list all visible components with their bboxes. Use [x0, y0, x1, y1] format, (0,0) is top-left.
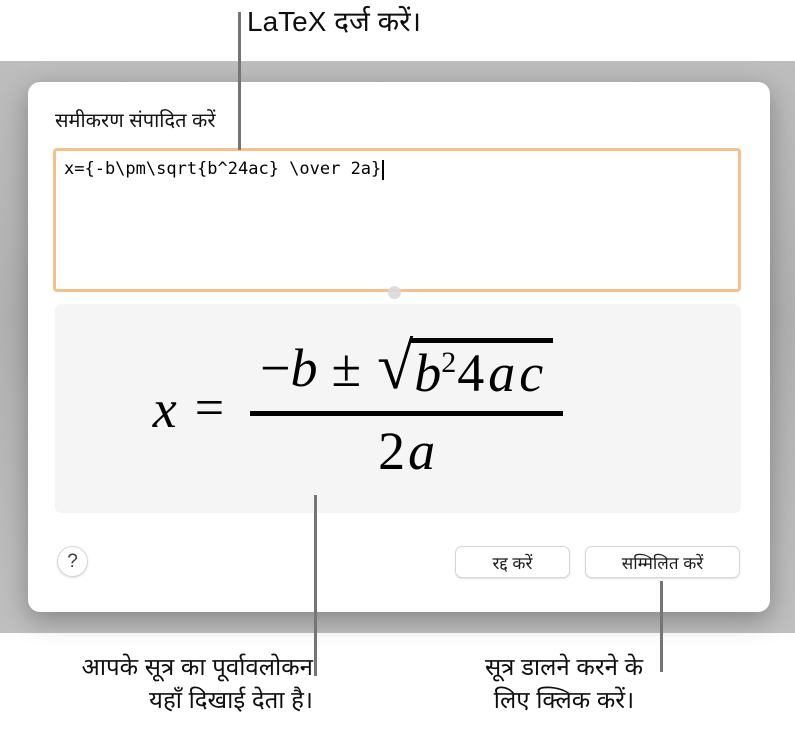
callout-text-latex: LaTeX दर्ज करें।	[247, 6, 422, 37]
callout-insert-line1: सूत्र डालने करने के	[484, 654, 644, 681]
formula-equals: =	[194, 380, 225, 437]
callout-text-insert	[464, 651, 664, 717]
radicand	[411, 338, 553, 402]
help-button[interactable]	[57, 546, 88, 577]
radicand-exponent: 2	[441, 346, 457, 380]
radicand-4: 4	[457, 342, 485, 403]
insert-button-label: सम्मिलित करें	[621, 553, 704, 573]
callout-text-preview	[30, 651, 313, 717]
denominator-2: 2	[378, 420, 406, 481]
callout-preview-line2: यहाँ दिखाई देता है।	[149, 687, 313, 714]
square-root	[377, 329, 553, 403]
insert-button[interactable]	[585, 546, 740, 578]
latex-input-value: x={-b\pm\sqrt{b^24ac} \over 2a}	[64, 159, 382, 179]
text-cursor	[382, 160, 384, 180]
rendered-formula	[152, 329, 564, 481]
equation-editor-dialog	[28, 82, 770, 612]
radicand-c: c	[519, 342, 544, 403]
formula-fraction	[250, 329, 563, 481]
formula-denominator	[378, 416, 435, 480]
denominator-a: a	[408, 420, 436, 481]
formula-lhs: x	[152, 378, 177, 439]
latex-input[interactable]	[53, 148, 741, 292]
formula-preview-panel	[55, 304, 741, 513]
cancel-button[interactable]	[455, 546, 570, 578]
formula-numerator	[250, 329, 563, 416]
equation-editor-label: समीकरण संपादित करें	[55, 110, 216, 132]
radical-sign-icon: √	[377, 329, 414, 403]
plus-minus-sign: ±	[331, 337, 362, 398]
callout-line-latex-input	[238, 12, 241, 150]
field-resize-handle[interactable]	[388, 286, 401, 299]
radicand-b: b	[414, 342, 442, 403]
numerator-b: b	[290, 337, 318, 398]
cancel-button-label: रद्द करें	[492, 553, 533, 573]
radicand-a: a	[488, 342, 516, 403]
minus-sign: −	[260, 337, 291, 398]
help-button-label: ?	[67, 550, 78, 572]
callout-line-preview	[314, 495, 317, 676]
callout-preview-line1: आपके सूत्र का पूर्वावलोकन	[81, 654, 313, 681]
callout-insert-line2: लिए क्लिक करें।	[493, 687, 635, 714]
